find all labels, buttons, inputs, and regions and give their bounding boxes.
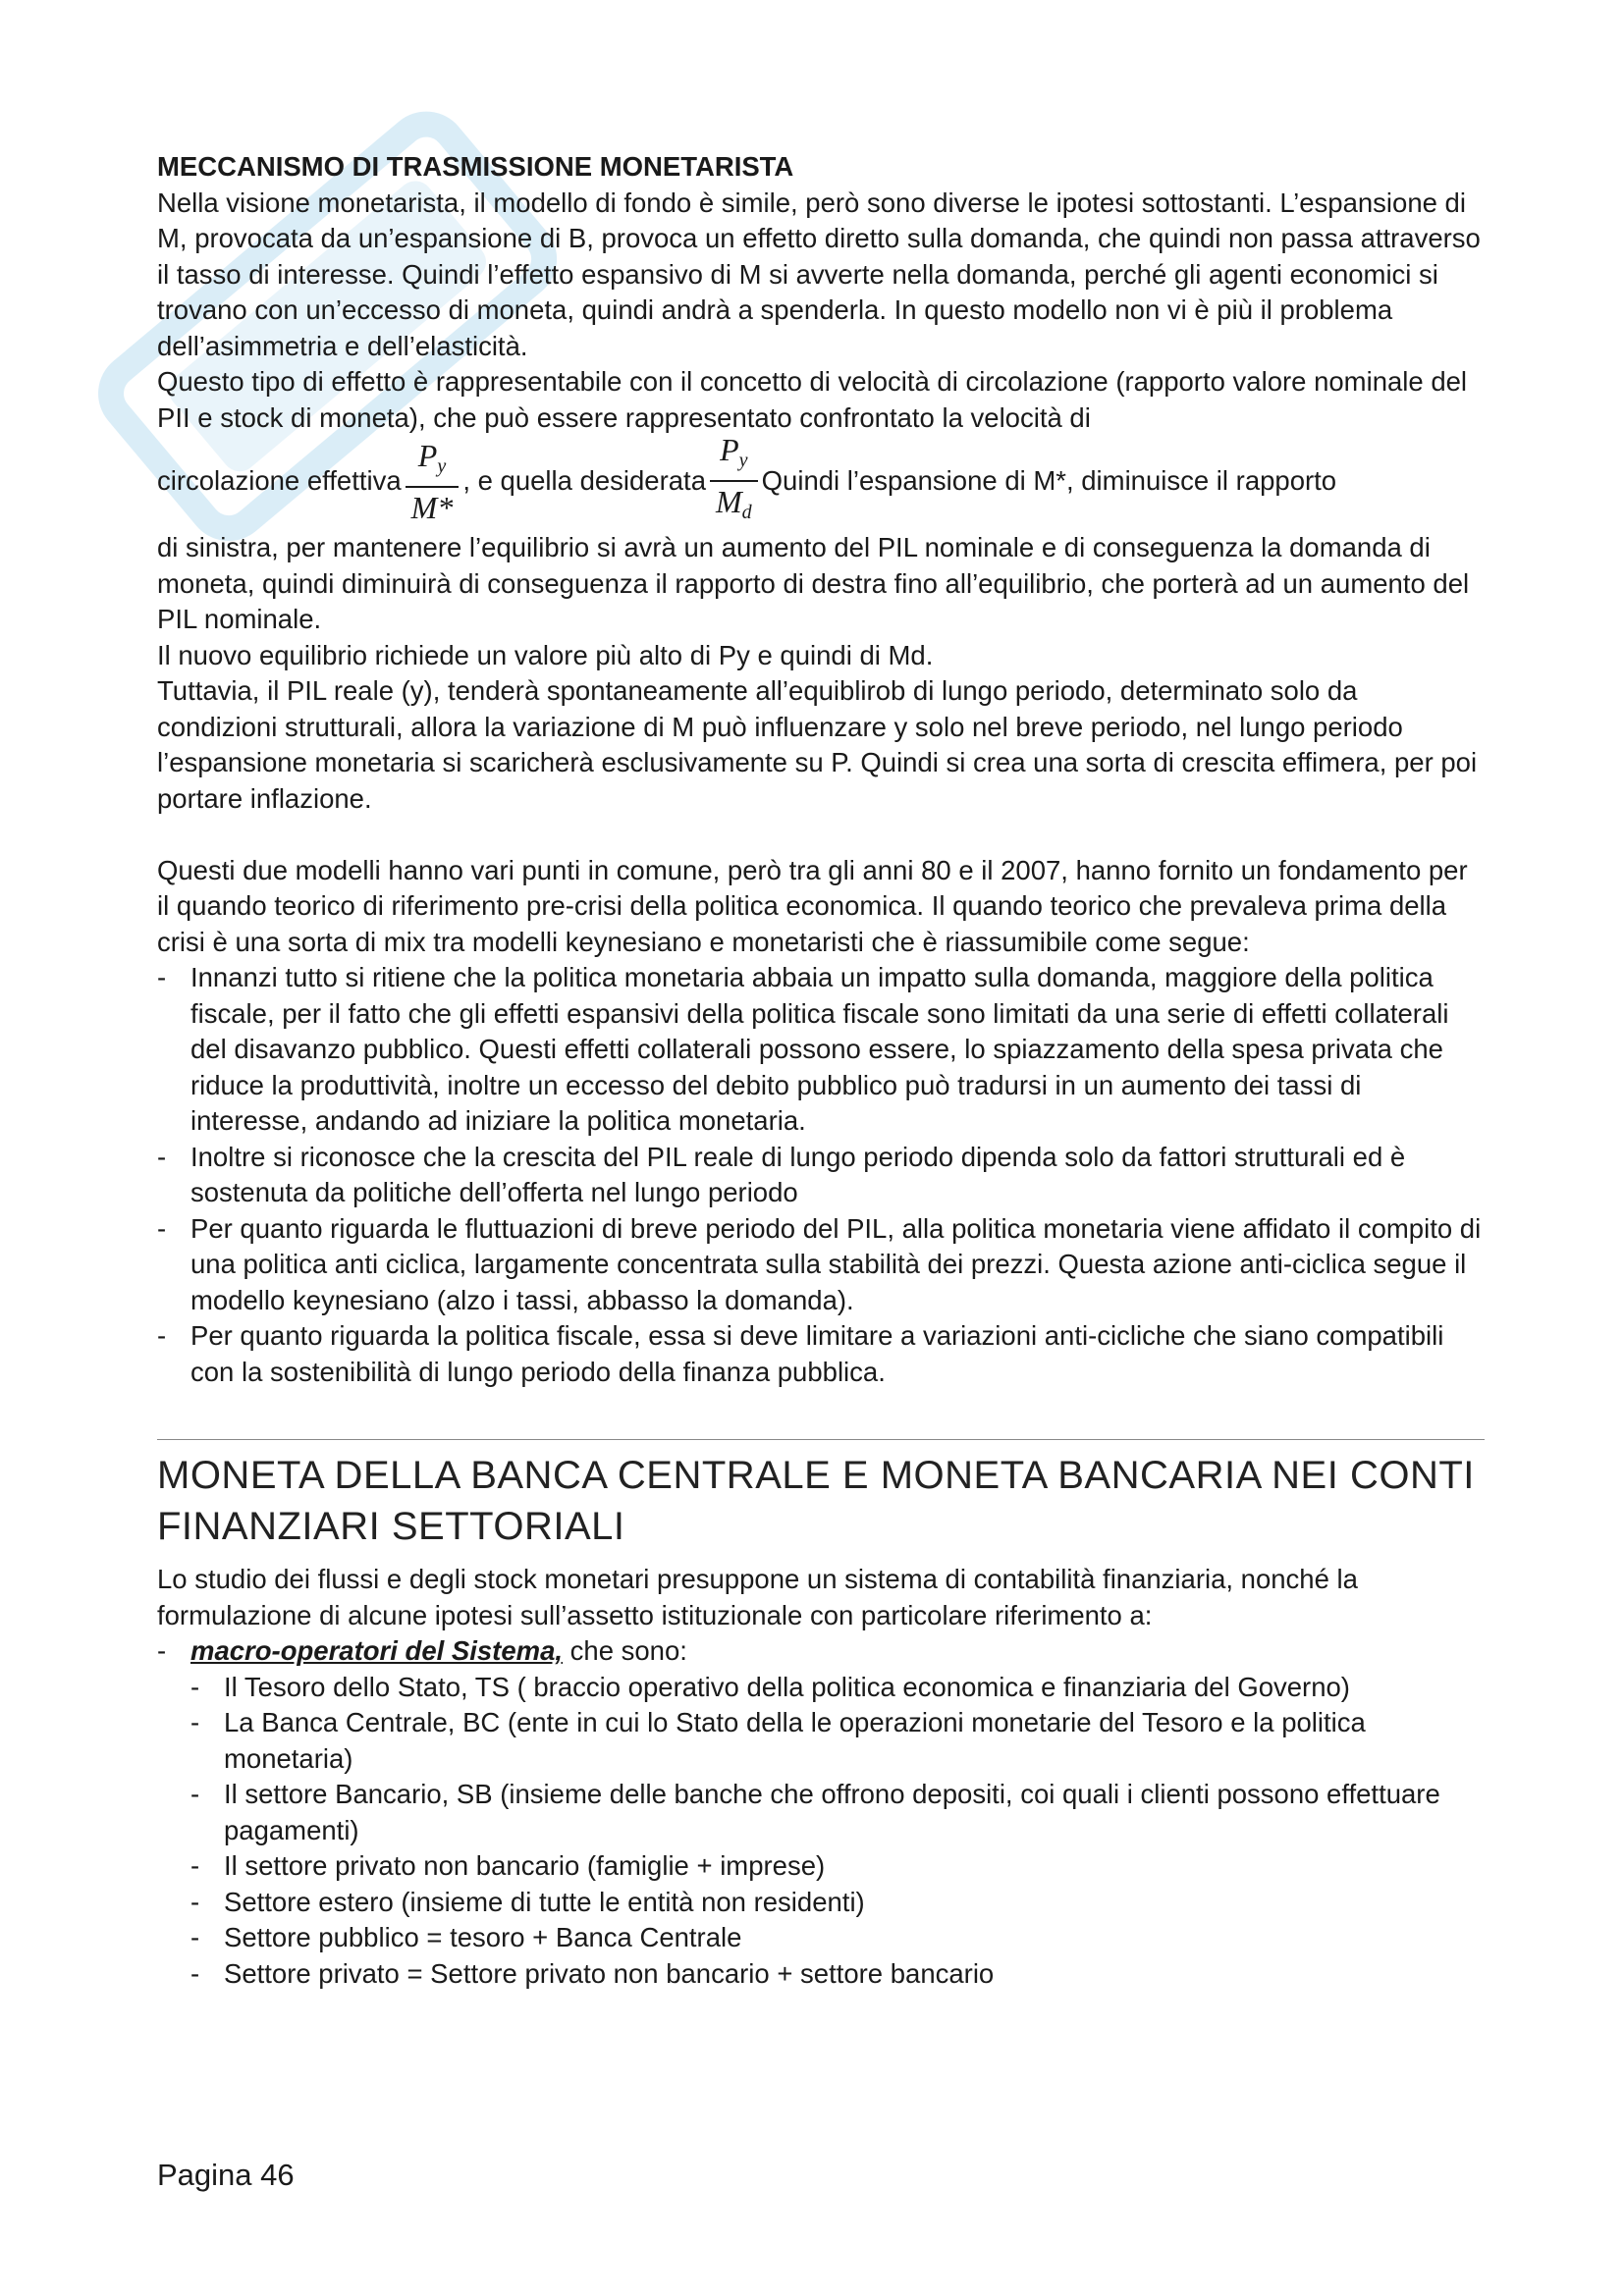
list-item: - Il Tesoro dello Stato, TS ( braccio operativo della politica economica e finanziaria del Governo): [190, 1670, 1485, 1706]
list-item: - Il settore Bancario, SB (insieme delle banche che offrono depositi, coi quali i clienti possono effettuare pagamenti): [190, 1777, 1485, 1848]
page-number: Pagina 46: [157, 2158, 295, 2192]
macro-operators-label: macro-operatori del Sistema,: [190, 1635, 564, 1666]
list-item: - Inoltre si riconosce che la crescita del PIL reale di lungo periodo dipenda solo da fattori strutturali ed è sostenuta da politiche dell’offerta nel lungo periodo: [157, 1140, 1485, 1211]
list-item: - Settore pubblico = tesoro + Banca Centrale: [190, 1920, 1485, 1956]
paragraph: Questo tipo di effetto è rappresentabile con il concetto di velocità di circolazione (rapporto valore nominale del PII e stock di moneta), che può essere rappresentato confrontato la velocità di: [157, 366, 1468, 433]
list-item: - Settore privato = Settore privato non bancario + settore bancario: [190, 1956, 1485, 1993]
macro-operators-suffix: che sono:: [563, 1635, 687, 1666]
list-item: - Il settore privato non bancario (famiglie + imprese): [190, 1848, 1485, 1885]
paragraph: di sinistra, per mantenere l’equilibrio si avrà un aumento del PIL nominale e di conseguenza la domanda di moneta, quindi diminuirà di conseguenza il rapporto di destra fino all’equilibrio, che porterà ad un aumento del PIL nominale.: [157, 532, 1470, 634]
list-item: - Settore estero (insieme di tutte le entità non residenti): [190, 1885, 1485, 1921]
formula-suffix: Quindi l’espansione di M*, diminuisce il rapporto: [761, 464, 1337, 496]
section-heading-moneta: MONETA DELLA BANCA CENTRALE E MONETA BANCARIA NEI CONTI FINANZIARI SETTORIALI: [157, 1454, 1475, 1548]
paragraph: Il nuovo equilibrio richiede un valore più alto di Py e quindi di Md.: [157, 639, 934, 670]
formula-prefix: circolazione effettiva: [157, 464, 402, 496]
fraction-desired: $\frac{P_y}{M_d}$: [710, 430, 758, 532]
list-item: - Innanzi tutto si ritiene che la politica monetaria abbaia un impatto sulla domanda, maggiore della politica fiscale, per il fatto che gli effetti espansivi della politica fiscale sono limitati da una serie di effetti collaterali del disavanzo pubblico. Questi effetti collaterali possono essere, lo spiazzamento della spesa privata che riduce la produttività, inoltre un eccesso del debito pubblico può tradursi in un aumento dei tassi di interesse, andando ad iniziare la politica monetaria.: [157, 960, 1485, 1140]
list-item: - Per quanto riguarda la politica fiscale, essa si deve limitare a variazioni anti-cicliche che siano compatibili con la sostenibilità di lungo periodo della finanza pubblica.: [157, 1318, 1485, 1390]
paragraph: Lo studio dei flussi e degli stock monetari presuppone un sistema di contabilità finanziaria, nonché la formulazione di alcune ipotesi sull’assetto istituzionale con particolare riferimento a:: [157, 1564, 1358, 1630]
section-heading-monetarista: MECCANISMO DI TRASMISSIONE MONETARISTA: [157, 151, 794, 182]
paragraph: Tuttavia, il PIL reale (y), tenderà spontaneamente all’equiblirob di lungo periodo, determinato solo da condizioni strutturali, allora la variazione di M può influenzare y solo nel breve periodo, nel lungo periodo l’espansione monetaria si scaricherà esclusivamente su P. Quindi si crea una sorta di crescita effimera, per poi portare inflazione.: [157, 675, 1478, 814]
formula-line: [157, 432, 1485, 530]
paragraph: Nella visione monetarista, il modello di fondo è simile, però sono diverse le ipotesi sottostanti. L’espansione di M, provocata da un’espansione di B, provoca un effetto diretto sulla domanda, che quindi non passa attraverso il tasso di interesse. Quindi l’effetto espansivo di M si avverte nella domanda, perché gli agenti economici si trovano con un’eccesso di moneta, quindi andrà a spenderla. In questo modello non vi è più il problema dell’asimmetria e dell’elasticità.: [157, 187, 1481, 361]
document-body: [157, 149, 1485, 1992]
macro-list: [157, 1633, 1485, 1992]
fraction-effective: $\frac{P_y}{M*}$: [406, 436, 460, 527]
list-item: - La Banca Centrale, BC (ente in cui lo Stato della le operazioni monetarie del Tesoro e la politica monetaria): [190, 1705, 1485, 1777]
formula-middle: , e quella desiderata: [462, 464, 706, 496]
sub-list: [190, 1670, 1485, 1993]
list-item: [157, 1633, 1485, 1992]
section-divider: [157, 1439, 1485, 1440]
bullet-list: [157, 960, 1485, 1390]
paragraph: Questi due modelli hanno vari punti in comune, però tra gli anni 80 e il 2007, hanno fornito un fondamento per il quando teorico di riferimento pre-crisi della politica economica. Il quando teorico che prevaleva prima della crisi è una sorta di mix tra modelli keynesiano e monetaristi che è riassumibile come segue:: [157, 854, 1468, 957]
list-item: - Per quanto riguarda le fluttuazioni di breve periodo del PIL, alla politica monetaria viene affidato il compito di una politica anti ciclica, largamente concentrata sulla stabilità dei prezzi. Questa azione anti-ciclica segue il modello keynesiano (alzo i tassi, abbasso la domanda).: [157, 1211, 1485, 1319]
